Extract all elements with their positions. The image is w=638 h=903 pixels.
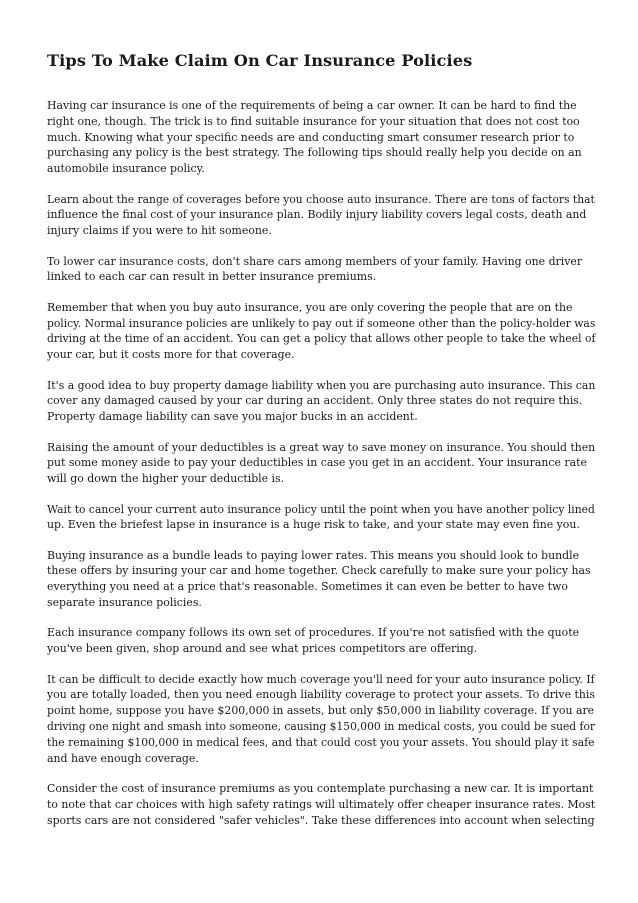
text-line: driving one night and smash into someone, causing $150,000 in medical costs, you could be sued for — [47, 720, 596, 734]
text-line: policy. Normal insurance policies are unlikely to pay out if someone other than the policy-holder was — [47, 316, 596, 330]
text-line: influence the final cost of your insurance plan. Bodily injury liability covers legal costs, death and — [47, 208, 587, 222]
paragraph-8 — [47, 548, 595, 611]
paragraph-4 — [47, 300, 595, 363]
paragraph-11 — [47, 781, 595, 828]
text-line: purchasing any policy is the best strategy. The following tips should really help you decide on an — [47, 146, 582, 160]
document-page — [47, 50, 595, 843]
paragraph-6 — [47, 440, 595, 487]
text-line: separate insurance policies. — [47, 596, 202, 610]
text-line: much. Knowing what your specific needs are and conducting smart consumer research prior to — [47, 130, 575, 144]
text-line: put some money aside to pay your deductibles in case you get in an accident. Your insurance rate — [47, 456, 587, 470]
text-line: you are totally loaded, then you need enough liability coverage to protect your assets. To drive this — [47, 688, 595, 702]
paragraph-7 — [47, 502, 595, 534]
text-line: sports cars are not considered "safer vehicles". Take these differences into account when selecting — [47, 813, 595, 827]
text-line: To lower car insurance costs, don't share cars among members of your family. Having one driver — [47, 254, 583, 268]
paragraph-3 — [47, 254, 595, 286]
text-line: right one, though. The trick is to find suitable insurance for your situation that does not cost too — [47, 114, 580, 128]
paragraph-10 — [47, 672, 595, 767]
text-line: point home, suppose you have $200,000 in assets, but only $50,000 in liability coverage. If you are — [47, 704, 595, 718]
text-line: Consider the cost of insurance premiums as you contemplate purchasing a new car. It is important — [47, 782, 594, 796]
text-line: you've been given, shop around and see what prices competitors are offering. — [47, 642, 478, 656]
paragraph-5 — [47, 378, 595, 425]
text-line: It can be difficult to decide exactly how much coverage you'll need for your auto insurance policy. If — [47, 672, 595, 686]
text-line: your car, but it costs more for that coverage. — [47, 348, 295, 362]
text-line: Remember that when you buy auto insurance, you are only covering the people that are on the — [47, 300, 573, 314]
text-line: Raising the amount of your deductibles is a great way to save money on insurance. You should then — [47, 440, 596, 454]
paragraph-1 — [47, 98, 595, 177]
text-line: everything you need at a price that's reasonable. Sometimes it can even be better to have two — [47, 580, 568, 594]
paragraph-9 — [47, 625, 595, 657]
text-line: Wait to cancel your current auto insurance policy until the point when you have another policy lined — [47, 502, 595, 516]
text-line: linked to each car can result in better insurance premiums. — [47, 270, 377, 284]
text-line: the remaining $100,000 in medical fees, and that could cost you your assets. You should play it safe — [47, 735, 595, 749]
text-line: Buying insurance as a bundle leads to paying lower rates. This means you should look to bundle — [47, 548, 580, 562]
text-line: will go down the higher your deductible is. — [47, 472, 285, 486]
text-line: Each insurance company follows its own set of procedures. If you're not satisfied with the quote — [47, 626, 580, 640]
text-line: up. Even the briefest lapse in insurance is a huge risk to take, and your state may even fine you. — [47, 518, 580, 532]
text-line: these offers by insuring your car and home together. Check carefully to make sure your policy has — [47, 564, 591, 578]
paragraph-2 — [47, 192, 595, 239]
text-line: Property damage liability can save you major bucks in an accident. — [47, 410, 418, 424]
text-line: cover any damaged caused by your car during an accident. Only three states do not require this. — [47, 394, 583, 408]
text-line: and have enough coverage. — [47, 751, 199, 765]
text-line: It's a good idea to buy property damage liability when you are purchasing auto insurance. This can — [47, 378, 596, 392]
text-line: Having car insurance is one of the requirements of being a car owner. It can be hard to find the — [47, 99, 577, 112]
text-line: automobile insurance policy. — [47, 162, 205, 176]
text-line: to note that car choices with high safety ratings will ultimately offer cheaper insurance rates. Most — [47, 797, 596, 811]
document-title: Tips To Make Claim On Car Insurance Policies — [47, 51, 473, 70]
text-line: injury claims if you were to hit someone. — [47, 224, 272, 238]
text-line: driving at the time of an accident. You can get a policy that allows other people to take the wheel of — [47, 332, 596, 346]
text-line: Learn about the range of coverages before you choose auto insurance. There are tons of factors that — [47, 192, 595, 206]
